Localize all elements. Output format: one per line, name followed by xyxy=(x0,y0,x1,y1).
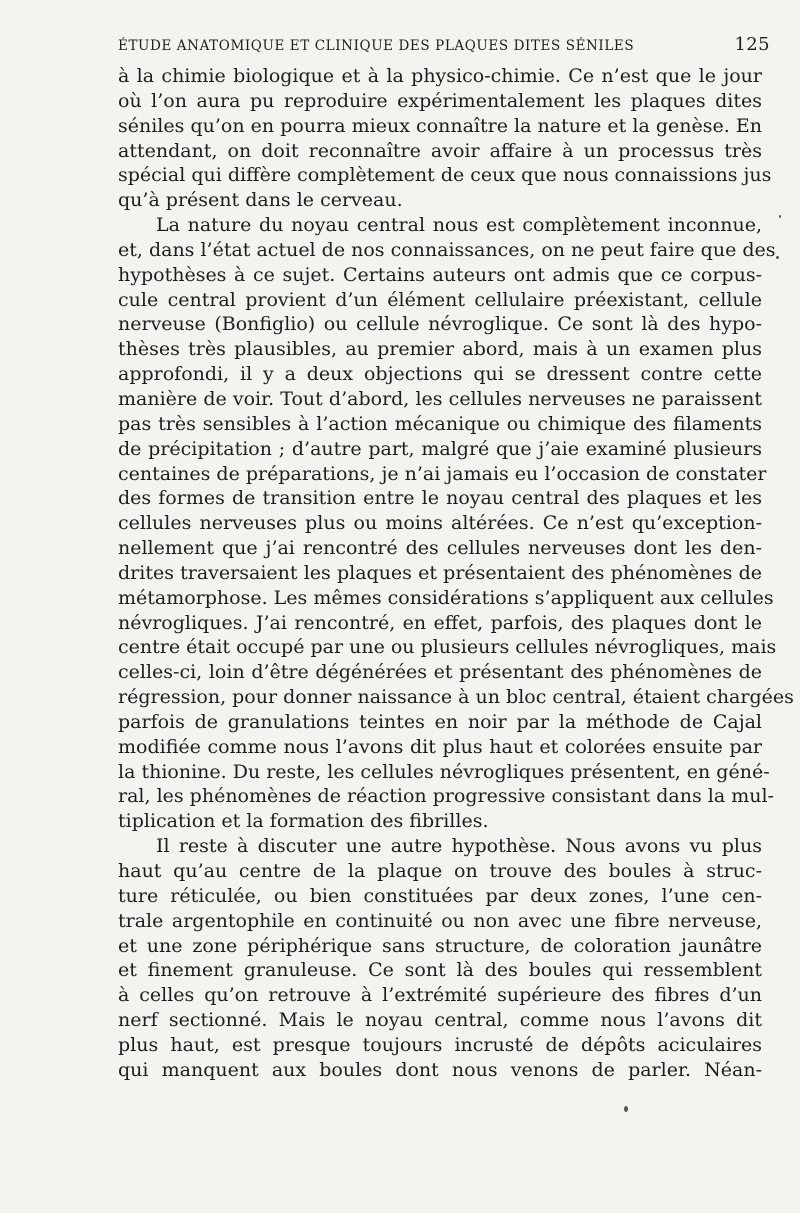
text-line: La nature du noyau central nous est complètement inconnue, xyxy=(156,214,762,237)
text-line: des formes de transition entre le noyau central des plaques et les xyxy=(118,487,762,510)
text-line: et, dans l’état actuel de nos connaissances, on ne peut faire que des xyxy=(118,238,776,261)
ink-speck xyxy=(779,215,781,218)
text-line: et finement granuleuse. Ce sont là des boules qui ressemblent xyxy=(118,959,762,982)
text-line: thèses très plausibles, au premier abord, mais à un examen plus xyxy=(118,338,762,361)
page-header xyxy=(118,34,770,55)
paragraph-1 xyxy=(118,64,772,213)
running-title: ÉTUDE ANATOMIQUE ET CLINIQUE DES PLAQUES DITES SÉNILES xyxy=(118,38,635,54)
text-line: à celles qu’on retrouve à l’extrémité supérieure des fibres d’un xyxy=(118,984,762,1007)
text-line: spécial qui diffère complètement de ceux que nous connaissions jus xyxy=(118,164,772,187)
text-line: séniles qu’on en pourra mieux connaître la nature et la genèse. En xyxy=(118,114,762,137)
text-line: nerf sectionné. Mais le noyau central, comme nous l’avons dit xyxy=(118,1009,762,1032)
text-line: qui manquent aux boules dont nous venons de parler. Néan- xyxy=(118,1058,762,1081)
text-line: manière de voir. Tout d’abord, les cellules nerveuses ne paraissent xyxy=(118,387,762,410)
text-line: nerveuse (Bonfiglio) ou cellule névroglique. Ce sont là des hypo- xyxy=(118,313,762,336)
text-line: et une zone périphérique sans structure, de coloration jaunâtre xyxy=(118,934,762,957)
text-line: centaines de préparations, je n’ai jamais eu l’occasion de constater xyxy=(118,462,767,485)
text-line: plus haut, est presque toujours incrusté de dépôts aciculaires xyxy=(118,1033,762,1056)
ink-speck xyxy=(776,256,779,259)
text-line: qu’à présent dans le cerveau. xyxy=(118,189,403,212)
text-line: parfois de granulations teintes en noir par la méthode de Cajal xyxy=(118,710,762,733)
text-line: ral, les phénomènes de réaction progressive consistant dans la mul- xyxy=(118,785,774,808)
text-line: la thionine. Du reste, les cellules névrogliques présentent, en géné- xyxy=(118,760,770,783)
text-line: attendant, on doit reconnaître avoir affaire à un processus très xyxy=(118,139,762,162)
text-line: modifiée comme nous l’avons dit plus haut et colorées ensuite par xyxy=(118,735,762,758)
text-line: de précipitation ; d’autre part, malgré que j’aie examiné plusieurs xyxy=(118,437,762,460)
paragraph-3 xyxy=(118,834,762,1082)
text-line: régression, pour donner naissance à un bloc central, étaient chargées xyxy=(118,686,794,709)
text-line: approfondi, il y a deux objections qui se dressent contre cette xyxy=(118,363,762,386)
text-line: à la chimie biologique et à la physico-chimie. Ce n’est que le jour xyxy=(118,65,762,87)
body-text xyxy=(118,64,794,1083)
text-line: métamorphose. Les mêmes considérations s’appliquent aux cellules xyxy=(118,586,774,609)
text-line: où l’on aura pu reproduire expérimentalement les plaques dites xyxy=(118,89,762,112)
text-line: pas très sensibles à l’action mécanique ou chimique des filaments xyxy=(118,412,762,435)
page-number: 125 xyxy=(734,34,770,55)
text-line: cellules nerveuses plus ou moins altérées. Ce n’est qu’exception- xyxy=(118,512,762,535)
text-line: haut qu’au centre de la plaque on trouve des boules à struc- xyxy=(118,860,762,882)
text-line: drites traversaient les plaques et présentaient des phénomènes de xyxy=(118,561,762,584)
text-line: centre était occupé par une ou plusieurs cellules névrogliques, mais xyxy=(118,636,777,659)
text-line: celles-ci, loin d’être dégénérées et présentant des phénomènes de xyxy=(118,661,762,684)
text-line: cule central provient d’un élément cellulaire préexistant, cellule xyxy=(118,288,762,311)
text-line: trale argentophile en continuité ou non avec une fibre nerveuse, xyxy=(118,909,762,932)
text-line: ture réticulée, ou bien constituées par deux zones, l’une cen- xyxy=(118,884,762,907)
text-line: névrogliques. J’ai rencontré, en effet, parfois, des plaques dont le xyxy=(118,611,762,634)
text-line: hypothèses à ce sujet. Certains auteurs ont admis que ce corpus- xyxy=(118,263,762,286)
text-line: nellement que j’ai rencontré des cellules nerveuses dont les den- xyxy=(118,537,762,560)
text-line: Il reste à discuter une autre hypothèse. Nous avons vu plus xyxy=(156,835,762,858)
ink-speck xyxy=(624,1106,628,1112)
paragraph-2 xyxy=(118,213,794,834)
text-line: tiplication et la formation des fibrilles. xyxy=(118,810,489,833)
